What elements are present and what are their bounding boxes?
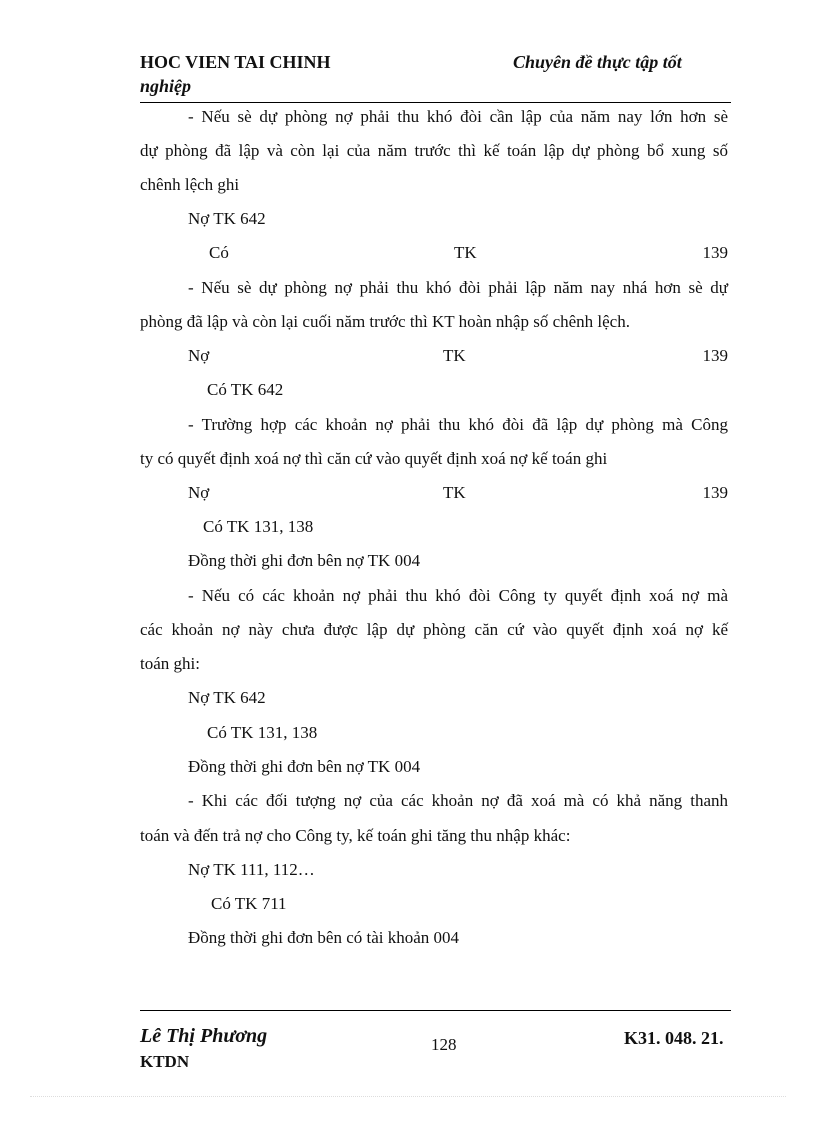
paragraph-1-line-3: chênh lệch ghi <box>140 175 240 194</box>
footer-author: Lê Thị Phương <box>140 1025 268 1047</box>
entry-3-debit <box>188 482 728 504</box>
entry-1-credit-label: Có <box>209 243 229 262</box>
paragraph-2-line-1: - Nếu sè dự phòng nợ phải thu khó đòi phải lập năm nay nhá hơn sè dự <box>188 278 728 297</box>
entry-3-credit: Có TK 131, 138 <box>203 517 314 536</box>
paragraph-1-line-2: dự phòng đã lập và còn lại của năm trước thì kế toán lập dự phòng bổ xung số <box>140 141 728 160</box>
paragraph-1-line-1: - Nếu sè dự phòng nợ phải thu khó đòi cần lập của năm nay lớn hơn sè <box>188 107 728 126</box>
paragraph-5-line-2: toán và đến trả nợ cho Công ty, kế toán ghi tăng thu nhập khác: <box>140 826 571 845</box>
entry-2-credit: Có TK 642 <box>207 380 284 399</box>
page-number: 128 <box>431 1035 457 1054</box>
paragraph-4-line-1: - Nếu có các khoản nợ phải thu khó đòi Công ty quyết định xoá nợ mà <box>188 586 728 605</box>
header-school: HOC VIEN TAI CHINH <box>140 52 331 72</box>
paragraph-4-line-3: toán ghi: <box>140 654 200 673</box>
entry-2-debit-account-type: TK <box>443 346 466 365</box>
paragraph-3-line-2: ty có quyết định xoá nợ thì căn cứ vào quyết định xoá nợ kế toán ghi <box>140 449 608 468</box>
entry-3-debit-label: Nợ <box>188 483 210 502</box>
entry-2-debit <box>188 345 728 367</box>
entry-3-note: Đồng thời ghi đơn bên nợ TK 004 <box>188 551 421 570</box>
entry-3-debit-account-type: TK <box>443 483 466 502</box>
entry-1-credit-account-type: TK <box>454 243 477 262</box>
footer-divider <box>140 1010 731 1011</box>
entry-1-debit: Nợ TK 642 <box>188 209 266 228</box>
paragraph-5-line-1: - Khi các đối tượng nợ của các khoản nợ đã xoá mà có khả năng thanh <box>188 791 728 810</box>
entry-4-credit: Có TK 131, 138 <box>207 723 318 742</box>
entry-5-note: Đồng thời ghi đơn bên có tài khoản 004 <box>188 928 460 947</box>
paragraph-3-line-1: - Trường hợp các khoản nợ phải thu khó đòi đã lập dự phòng mà Công <box>188 415 728 434</box>
paragraph-4-line-2: các khoản nợ này chưa được lập dự phòng căn cứ vào quyết định xoá nợ kế <box>140 620 728 639</box>
entry-1-credit <box>209 242 728 264</box>
entry-1-credit-account-number: 139 <box>702 243 728 262</box>
entry-3-debit-account-number: 139 <box>702 483 728 502</box>
entry-5-debit: Nợ TK 111, 112… <box>188 860 315 879</box>
paragraph-2-line-2: phòng đã lập và còn lại cuối năm trước thì KT hoàn nhập số chênh lệch. <box>140 312 630 331</box>
entry-4-debit: Nợ TK 642 <box>188 688 266 707</box>
footer-department: KTDN <box>140 1052 190 1071</box>
entry-2-debit-account-number: 139 <box>702 346 728 365</box>
footer-student-code: K31. 048. 21. <box>624 1028 724 1048</box>
header-divider <box>140 102 731 103</box>
header-title-continuation: nghiệp <box>140 76 192 96</box>
entry-2-debit-label: Nợ <box>188 346 210 365</box>
header-title: Chuyên đề thực tập tốt <box>513 52 682 72</box>
page-bottom-edge <box>30 1096 786 1097</box>
entry-5-credit: Có TK 711 <box>211 894 287 913</box>
entry-4-note: Đồng thời ghi đơn bên nợ TK 004 <box>188 757 421 776</box>
